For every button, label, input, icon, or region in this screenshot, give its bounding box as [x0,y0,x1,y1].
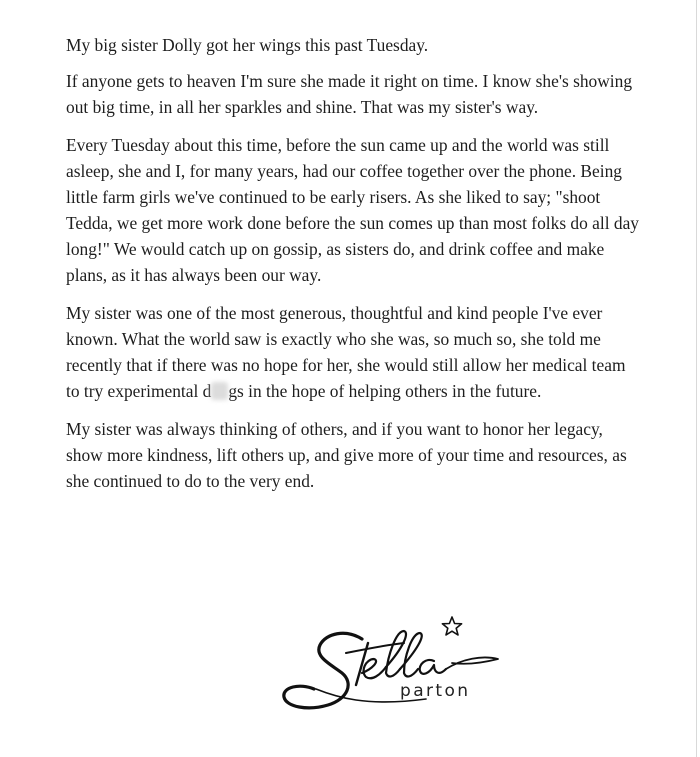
right-edge-rule [696,0,697,757]
signature-logo [276,603,506,733]
paragraph-2: If anyone gets to heaven I'm sure she made it right on time. I know she's showing out big time, in all her sparkles and shine. That was my sister's way. [66,71,633,117]
paragraph-1: My big sister Dolly got her wings this past Tuesday. [66,35,429,55]
paragraph-4-text-start: My sister was one of the most generous, thoughtful and kind people I've ever known. What the world saw is exactly who she was, so much so, she told me recently that if there was no hope for her, she would still allow her medical team to try experimental d [66,303,626,401]
signature-script-stella [276,603,506,733]
letter-body [66,32,641,506]
paragraph-3: Every Tuesday about this time, before the sun came up and the world was still asleep, she and I, for many years, had our coffee together over the phone. Being little farm girls we've continued to be early risers. As she liked to say; "shoot Tedda, we get more work done before the sun comes up than most folks do all day long!" We would catch up on gossip, as sisters do, and drink coffee and make plans, as it has always been our way. [66,135,640,285]
paragraph-5: My sister was always thinking of others, and if you want to honor her legacy, show more kindness, lift others up, and give more of your time and resources, as she continued to do to the very end. [66,419,627,491]
paragraph-4-text-end: gs in the hope of helping others in the future. [228,381,542,401]
signature-name-parton: parton [400,681,471,701]
paragraph-4 [66,300,641,404]
censor-blur [211,382,228,400]
